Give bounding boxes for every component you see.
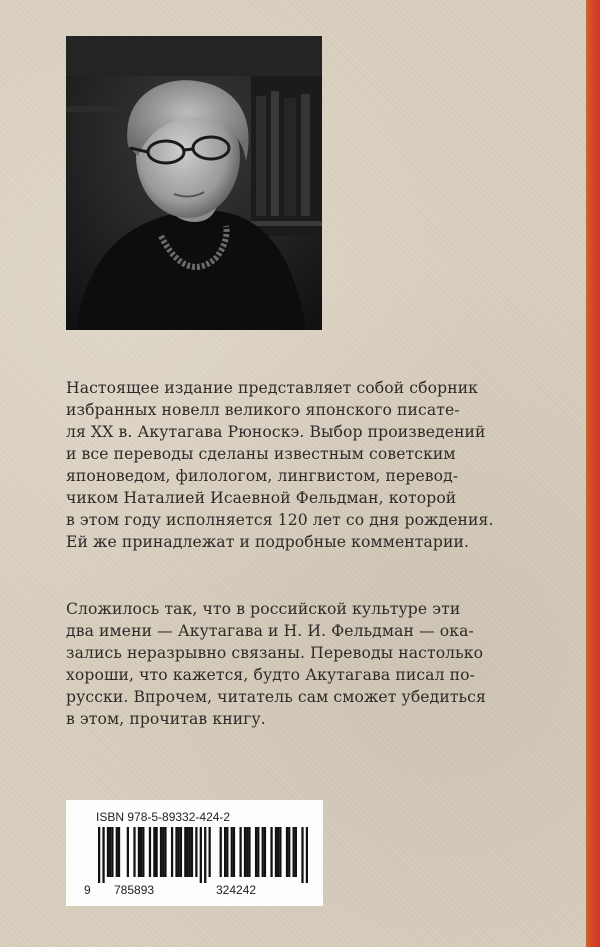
text-line: и все переводы сделаны известным советским bbox=[66, 445, 456, 463]
barcode-bar bbox=[248, 827, 250, 877]
text-line: чиком Наталией Исаевной Фельдман, которой bbox=[66, 489, 457, 507]
barcode-bar bbox=[140, 827, 142, 877]
barcode-bar bbox=[118, 827, 120, 877]
barcode-bar bbox=[178, 827, 180, 877]
text-line: в этом, прочитав книгу. bbox=[66, 710, 266, 728]
text-line: в этом году исполняется 120 лет со дня рождения. bbox=[66, 511, 494, 529]
barcode-bar bbox=[224, 827, 226, 877]
barcode-bar bbox=[107, 827, 109, 877]
barcode-bar bbox=[279, 827, 281, 877]
barcode-digits-right: 324242 bbox=[216, 883, 257, 897]
barcode-bar bbox=[220, 827, 222, 877]
barcode-bar bbox=[189, 827, 191, 877]
description-paragraph-1 bbox=[66, 377, 556, 553]
description-paragraph-2 bbox=[66, 598, 556, 730]
author-portrait-photo bbox=[66, 36, 322, 330]
barcode-bar bbox=[286, 827, 288, 877]
barcode-bar bbox=[233, 827, 235, 877]
barcode-bar bbox=[246, 827, 248, 877]
spine-edge bbox=[586, 0, 600, 947]
barcode-bar bbox=[116, 827, 118, 877]
barcode-bar bbox=[231, 827, 233, 877]
barcode-bar bbox=[275, 827, 277, 877]
text-line: ля XX в. Акутагава Рюноскэ. Выбор произведений bbox=[66, 423, 486, 441]
barcode-bar bbox=[162, 827, 164, 877]
text-line: избранных новелл великого японского писате- bbox=[66, 401, 460, 419]
barcode-bar bbox=[301, 827, 303, 883]
barcode-bar bbox=[171, 827, 173, 877]
text-line: Ей же принадлежат и подробные комментарии. bbox=[66, 533, 470, 551]
barcode-bar bbox=[186, 827, 188, 877]
barcode-bar bbox=[264, 827, 266, 877]
barcode-bar bbox=[138, 827, 140, 877]
barcode-bar bbox=[133, 827, 135, 877]
barcode-bar bbox=[142, 827, 144, 877]
text-line: русски. Впрочем, читатель сам сможет убедиться bbox=[66, 688, 486, 706]
isbn-barcode-box bbox=[66, 800, 323, 906]
barcode-bar bbox=[155, 827, 157, 877]
barcode-bar bbox=[244, 827, 246, 877]
text-line: японоведом, филологом, лингвистом, перевод- bbox=[66, 467, 459, 485]
barcode-bar bbox=[255, 827, 257, 877]
barcode-bar bbox=[102, 827, 104, 883]
barcode-bar bbox=[239, 827, 241, 877]
barcode-bar bbox=[209, 827, 211, 877]
text-line: Сложилось так, что в российской культуре эти bbox=[66, 600, 461, 618]
barcode-bar bbox=[149, 827, 151, 877]
text-line: Настоящее издание представляет собой сборник bbox=[66, 379, 479, 397]
barcode-bar bbox=[127, 827, 129, 877]
barcode-bar bbox=[293, 827, 295, 877]
barcode-bar bbox=[270, 827, 272, 877]
barcode-bar bbox=[191, 827, 193, 877]
text-line: хороши, что кажется, будто Акутагава писал по- bbox=[66, 666, 475, 684]
barcode-bar bbox=[109, 827, 111, 877]
barcode-bar bbox=[226, 827, 228, 877]
barcode-bar bbox=[277, 827, 279, 877]
barcode-bar bbox=[200, 827, 202, 883]
barcode-bar bbox=[262, 827, 264, 877]
barcode-bar bbox=[295, 827, 297, 877]
barcode-digit-first: 9 bbox=[84, 883, 91, 897]
barcode-bar bbox=[180, 827, 182, 877]
isbn-label: ISBN 978-5-89332-424-2 bbox=[96, 810, 231, 824]
text-line: два имени — Акутагава и Н. И. Фельдман — ока- bbox=[66, 622, 474, 640]
barcode-bar bbox=[164, 827, 166, 877]
barcode-graphic bbox=[98, 827, 308, 883]
barcode-bar bbox=[184, 827, 186, 877]
barcode-bar bbox=[98, 827, 100, 883]
barcode-bar bbox=[160, 827, 162, 877]
barcode-bar bbox=[288, 827, 290, 877]
barcode-bar bbox=[306, 827, 308, 883]
barcode-bar bbox=[195, 827, 197, 877]
barcode-bar bbox=[257, 827, 259, 877]
barcode-bar bbox=[111, 827, 113, 877]
barcode-bar bbox=[175, 827, 177, 877]
text-line: зались неразрывно связаны. Переводы настолько bbox=[66, 644, 484, 662]
barcode-digits-left: 785893 bbox=[114, 883, 155, 897]
barcode-bar bbox=[204, 827, 206, 883]
barcode-bar bbox=[153, 827, 155, 877]
